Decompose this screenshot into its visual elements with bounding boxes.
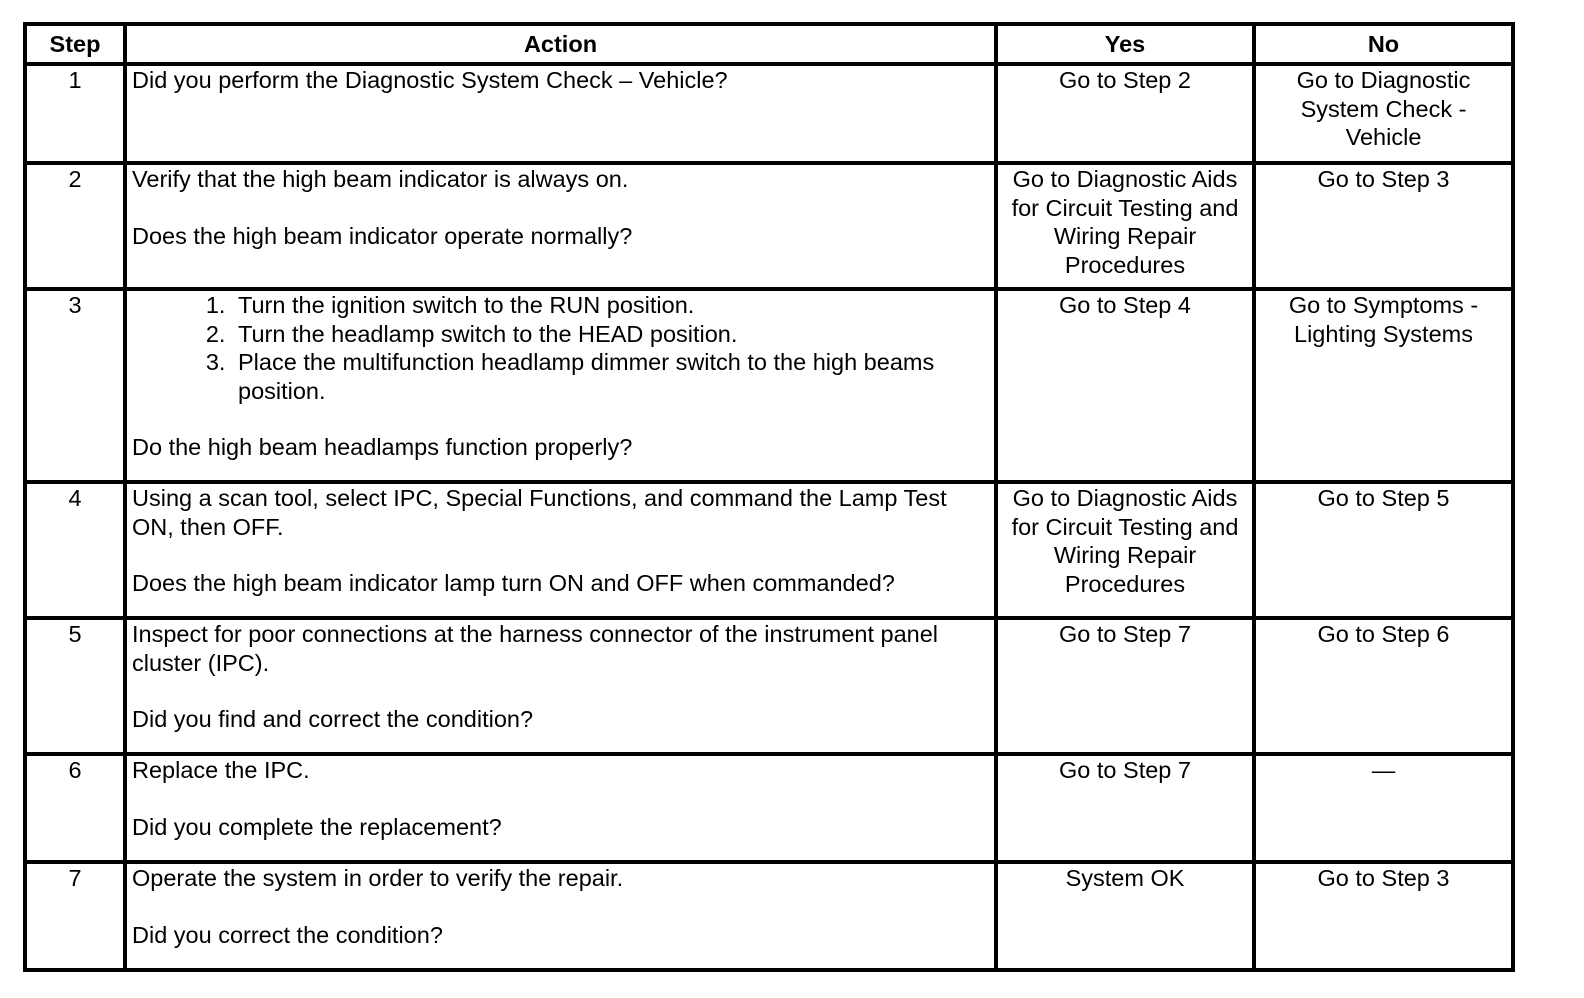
header-row bbox=[25, 24, 1513, 64]
table-row bbox=[25, 754, 1513, 862]
step-number: 7 bbox=[25, 862, 125, 970]
action-text: Replace the IPC. bbox=[132, 757, 310, 783]
action-text: Did you perform the Diagnostic System Check – Vehicle? bbox=[132, 67, 728, 93]
no-result: Go to Step 6 bbox=[1254, 618, 1513, 754]
step-number: 3 bbox=[25, 289, 125, 482]
table-row bbox=[25, 163, 1513, 289]
no-result: Go to Step 3 bbox=[1254, 163, 1513, 289]
table-row bbox=[25, 289, 1513, 482]
action-cell bbox=[125, 754, 996, 862]
step-number: 4 bbox=[25, 482, 125, 618]
step-number: 5 bbox=[25, 618, 125, 754]
header-action: Action bbox=[125, 24, 996, 64]
action-question: Does the high beam indicator operate normally? bbox=[132, 222, 633, 249]
step-number: 6 bbox=[25, 754, 125, 862]
no-result: Go to Diagnostic System Check - Vehicle bbox=[1254, 64, 1513, 163]
yes-result: Go to Step 7 bbox=[996, 618, 1254, 754]
substep-item: 2. Turn the headlamp switch to the HEAD position. bbox=[232, 320, 989, 349]
action-question: Do the high beam headlamps function properly? bbox=[132, 434, 633, 460]
substep-item: 1. Turn the ignition switch to the RUN position. bbox=[232, 291, 989, 320]
action-cell bbox=[125, 163, 996, 289]
step-number: 2 bbox=[25, 163, 125, 289]
action-cell bbox=[125, 618, 996, 754]
action-question: Did you complete the replacement? bbox=[132, 813, 502, 840]
substep-item: 3. Place the multifunction headlamp dimmer switch to the high beams position. bbox=[232, 348, 989, 405]
substep-list bbox=[132, 291, 989, 405]
header-yes: Yes bbox=[996, 24, 1254, 64]
action-question: Did you correct the condition? bbox=[132, 921, 443, 948]
no-result: Go to Symptoms - Lighting Systems bbox=[1254, 289, 1513, 482]
yes-result: Go to Step 2 bbox=[996, 64, 1254, 163]
yes-result: Go to Step 7 bbox=[996, 754, 1254, 862]
header-no: No bbox=[1254, 24, 1513, 64]
table-row bbox=[25, 618, 1513, 754]
yes-result: Go to Diagnostic Aids for Circuit Testing and Wiring Repair Procedures bbox=[996, 163, 1254, 289]
action-text: Using a scan tool, select IPC, Special Functions, and command the Lamp Test ON, then OFF. bbox=[132, 485, 947, 540]
step-number: 1 bbox=[25, 64, 125, 163]
action-text: Operate the system in order to verify the repair. bbox=[132, 865, 624, 891]
table-row bbox=[25, 482, 1513, 618]
no-result: Go to Step 5 bbox=[1254, 482, 1513, 618]
action-cell bbox=[125, 64, 996, 163]
action-text: Inspect for poor connections at the harness connector of the instrument panel cluster (IPC). bbox=[132, 621, 939, 676]
action-cell bbox=[125, 862, 996, 970]
action-question: Does the high beam indicator lamp turn ON and OFF when commanded? bbox=[132, 570, 895, 596]
action-question: Did you find and correct the condition? bbox=[132, 706, 534, 732]
table-row bbox=[25, 862, 1513, 970]
yes-result: Go to Diagnostic Aids for Circuit Testing and Wiring Repair Procedures bbox=[996, 482, 1254, 618]
no-result: Go to Step 3 bbox=[1254, 862, 1513, 970]
diagnostic-table bbox=[23, 22, 1515, 972]
header-step: Step bbox=[25, 24, 125, 64]
no-result: — bbox=[1254, 754, 1513, 862]
table-row bbox=[25, 64, 1513, 163]
action-text: Verify that the high beam indicator is always on. bbox=[132, 166, 629, 192]
action-cell bbox=[125, 482, 996, 618]
yes-result: System OK bbox=[996, 862, 1254, 970]
action-cell bbox=[125, 289, 996, 482]
yes-result: Go to Step 4 bbox=[996, 289, 1254, 482]
